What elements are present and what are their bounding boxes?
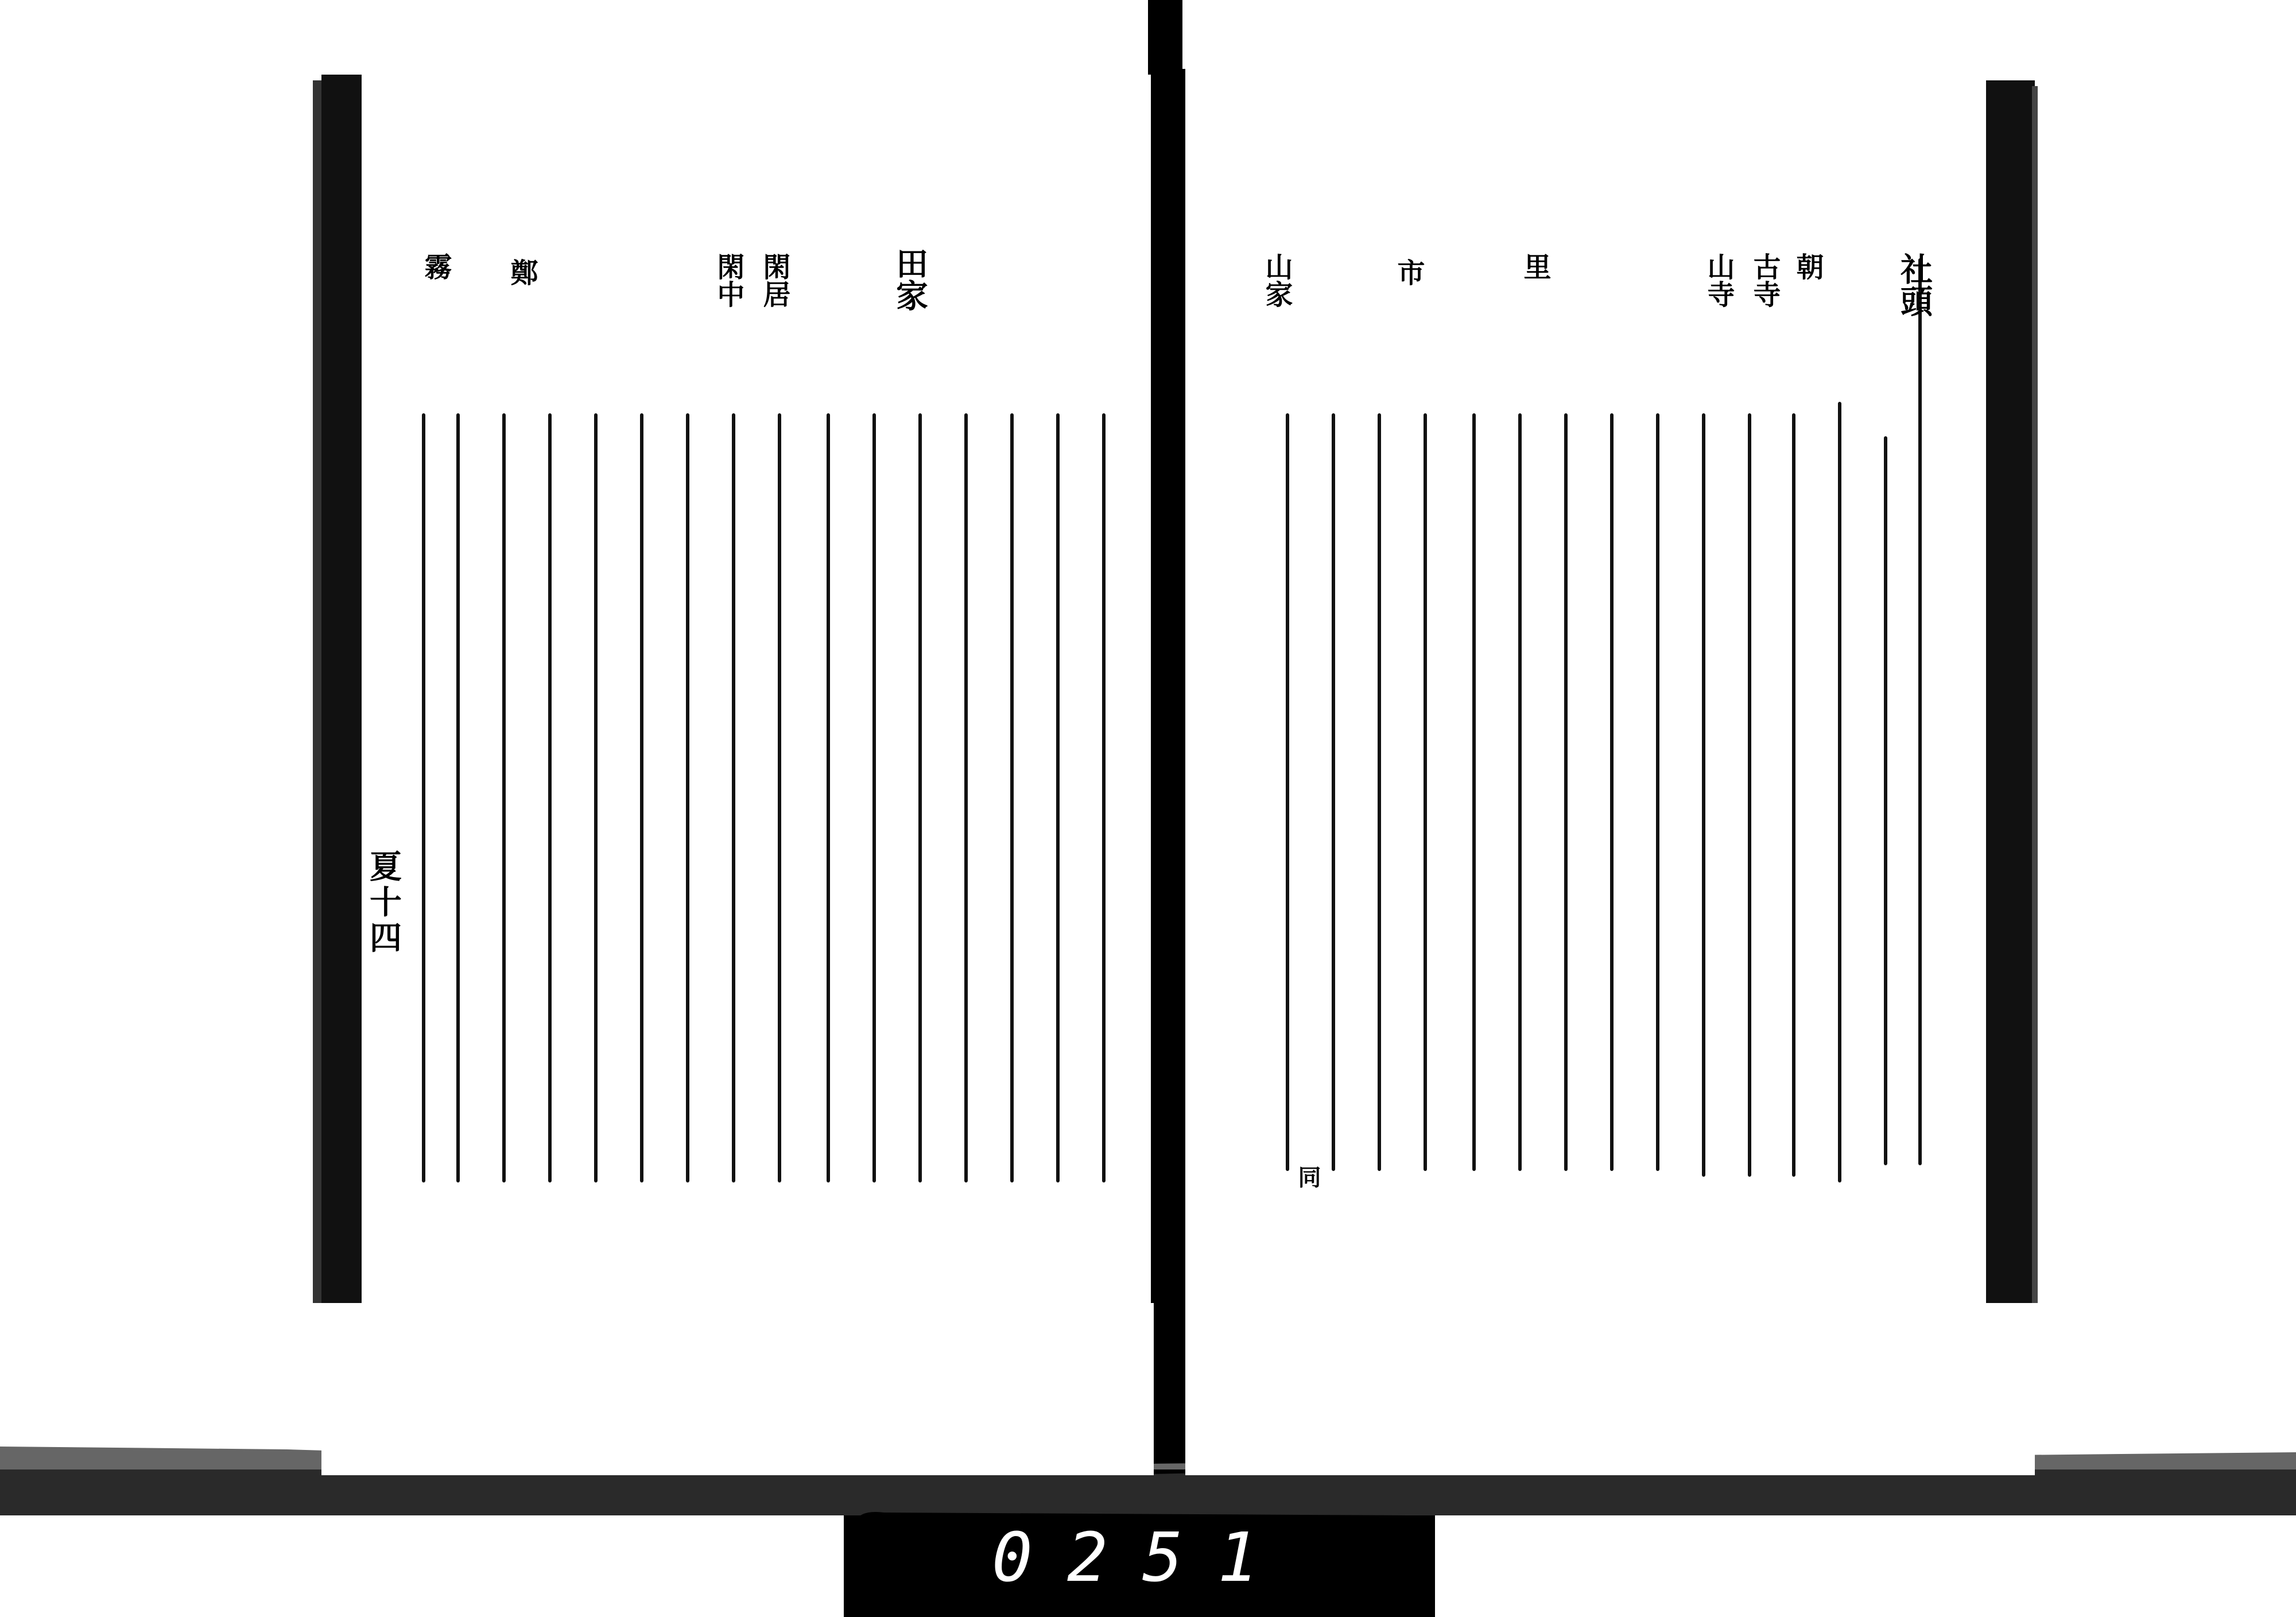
heading-yamadera: 山寺 bbox=[1702, 253, 1735, 308]
right-page-signature: 同 bbox=[1294, 1165, 1321, 1188]
frame-counter bbox=[855, 1514, 1429, 1600]
heading-asa: 朝 bbox=[1791, 253, 1824, 280]
heading-yamaga: 山家 bbox=[1261, 253, 1293, 308]
page-number: 夏十四 bbox=[364, 850, 402, 956]
heading-tei: 鄭 bbox=[506, 258, 538, 286]
heading-ichi: 市 bbox=[1393, 258, 1425, 286]
heading-kiri: 霧 bbox=[420, 253, 452, 280]
frame-counter-digits: 0251 bbox=[991, 1518, 1293, 1597]
heading-shato: 社頭 bbox=[1895, 253, 1933, 317]
heading-sato: 里 bbox=[1519, 253, 1551, 280]
heading-koji: 古寺 bbox=[1748, 253, 1781, 308]
heading-kankyo: 閑居 bbox=[758, 253, 790, 308]
heading-denka: 田家 bbox=[891, 247, 929, 311]
heading-kanchu: 閑中 bbox=[712, 253, 744, 308]
